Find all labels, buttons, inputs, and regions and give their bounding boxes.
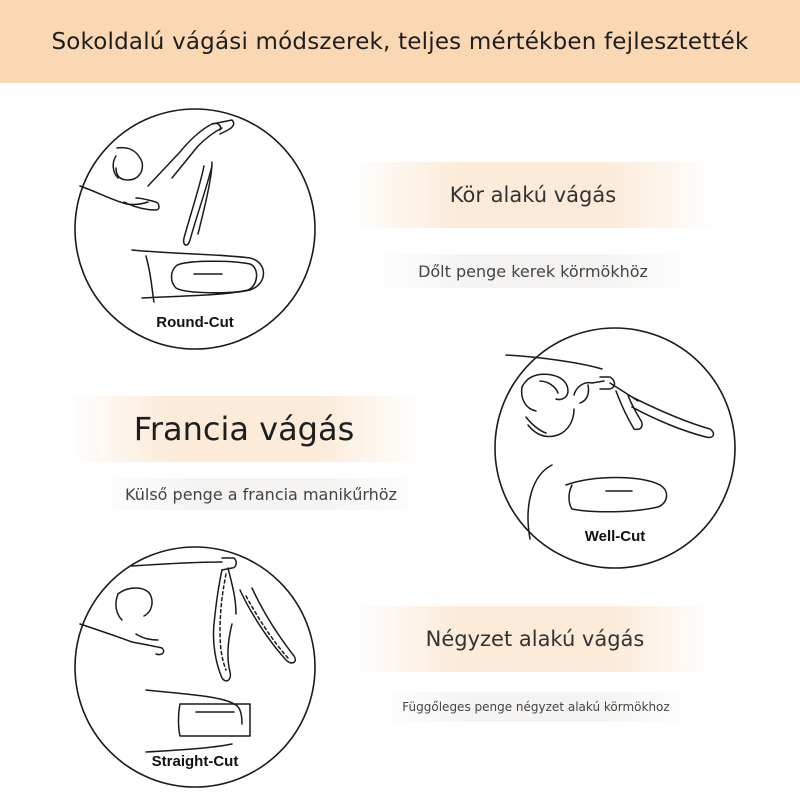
straight-cut-circle [72, 544, 318, 790]
well-cut-circle [492, 325, 738, 571]
header-banner [0, 0, 800, 83]
well-cut-label: Well-Cut [584, 528, 646, 545]
well-cut-subtitle: Külső penge a francia manikűrhöz [125, 484, 397, 504]
round-cut-circle [72, 106, 318, 352]
straight-cut-subtitle-band [376, 692, 696, 722]
well-cut-subtitle-band [92, 478, 430, 510]
round-cut-label: Round-Cut [156, 314, 234, 331]
straight-cut-title: Négyzet alakú vágás [425, 627, 645, 651]
straight-cut-title-band [352, 606, 718, 672]
round-cut-title: Kör alakú vágás [449, 183, 617, 207]
well-cut-title-band [66, 396, 422, 462]
round-cut-subtitle: Dőlt penge kerek körmökhöz [418, 261, 648, 281]
straight-cut-subtitle: Függőleges penge négyzet alakú körmökhoz [402, 700, 670, 714]
round-cut-subtitle-band [370, 254, 696, 288]
well-cut-title: Francia vágás [133, 410, 355, 448]
header-title: Sokoldalú vágási módszerek, teljes mértékben fejlesztették [51, 28, 749, 55]
straight-cut-label: Straight-Cut [151, 753, 239, 770]
round-cut-title-band [350, 162, 716, 228]
